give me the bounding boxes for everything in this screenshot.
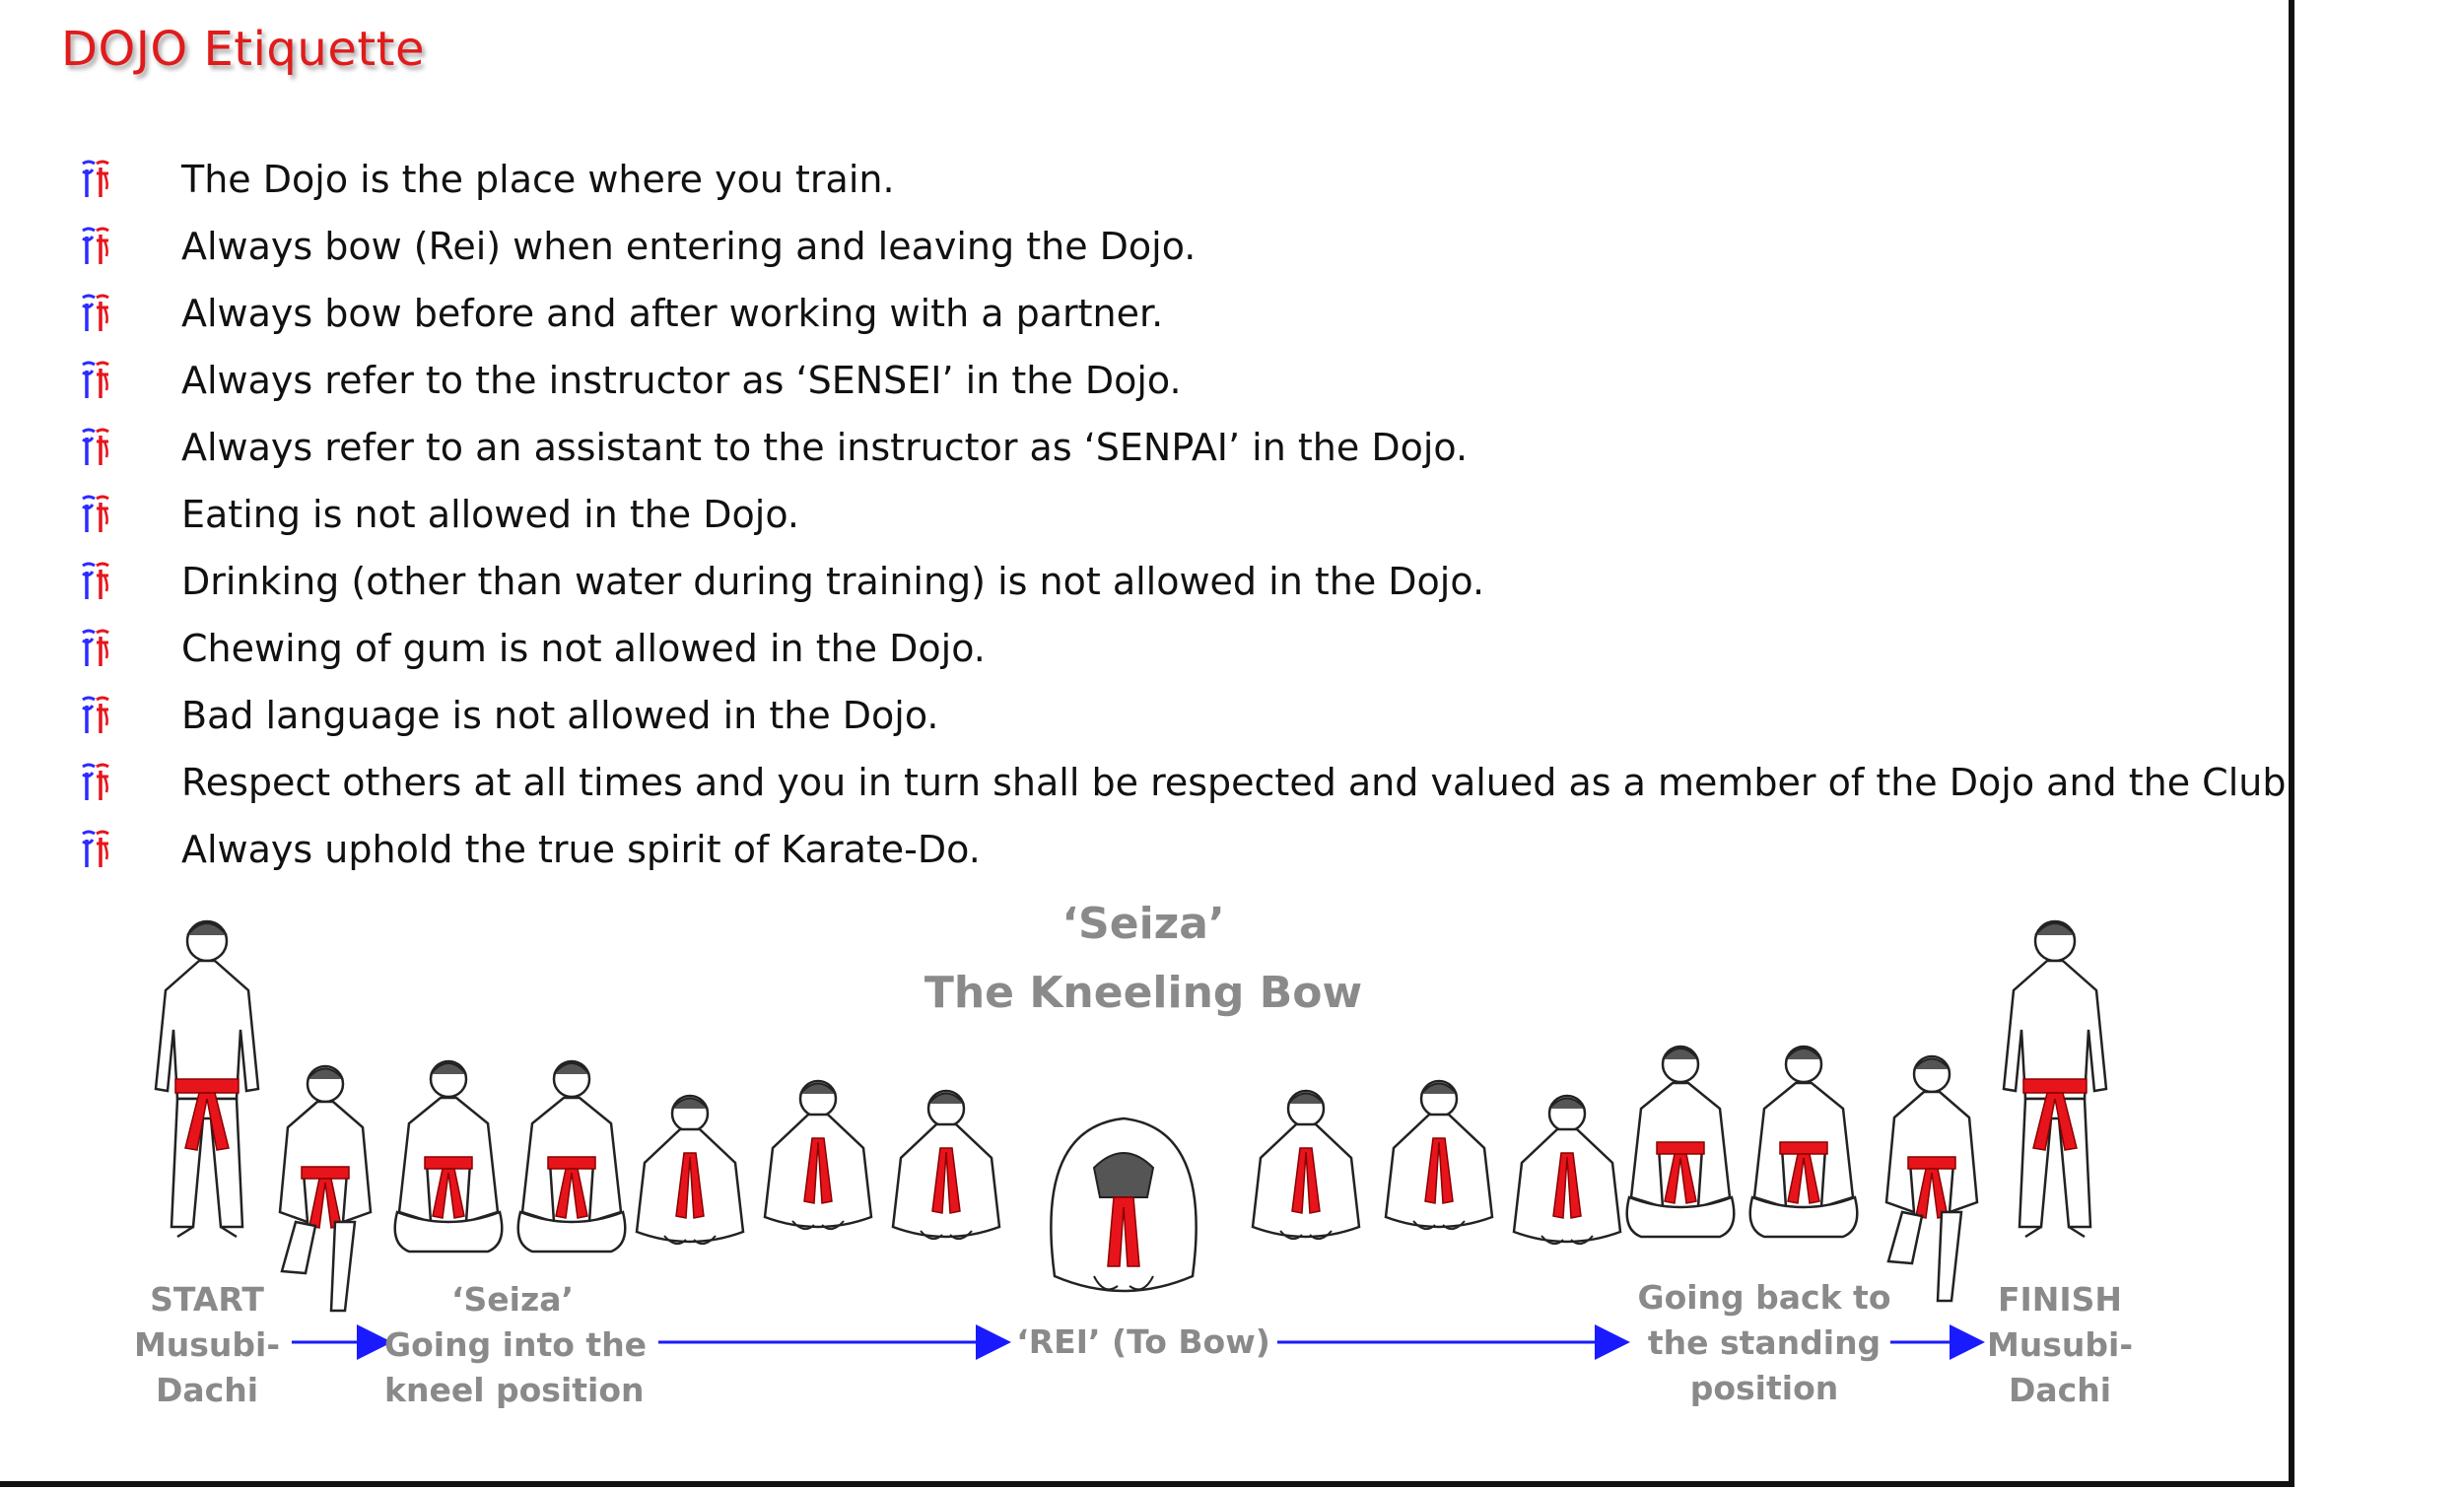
rule-text: Eating is not allowed in the Dojo. — [181, 493, 799, 536]
caption-going-back: Going back to the standing position — [1637, 1278, 1891, 1407]
figure-half-kneel — [280, 1066, 371, 1311]
figure-standing-finish — [2004, 921, 2106, 1237]
caption-finish: FINISH Musubi- Dachi — [1986, 1280, 2134, 1409]
figure-lean — [637, 1096, 743, 1244]
figure-lean — [893, 1091, 999, 1239]
rule-text: Respect others at all times and you in turn shall be respected and valued as a member of the Dojo and the Club. — [181, 761, 2298, 804]
figure-lean — [765, 1081, 871, 1229]
figure-lean — [1386, 1081, 1492, 1229]
caption-rei: ‘REI’ (To Bow) — [1016, 1322, 1270, 1361]
figure-kneel — [1750, 1047, 1858, 1237]
rule-text: The Dojo is the place where you train. — [181, 158, 895, 201]
caption-start: START Musubi- Dachi — [133, 1280, 281, 1409]
seiza-subheading: The Kneeling Bow — [924, 968, 1363, 1018]
caption-going-into-kneel: ‘Seiza’ Going into the kneel position — [384, 1280, 648, 1409]
figure-lean — [1514, 1096, 1620, 1244]
rule-text: Always uphold the true spirit of Karate-Do. — [181, 828, 981, 871]
rule-text: Always bow (Rei) when entering and leaving the Dojo. — [181, 225, 1197, 268]
seiza-heading: ‘Seiza’ — [1061, 899, 1225, 949]
figure-kneel — [1627, 1047, 1735, 1237]
figure-standing-start — [156, 921, 258, 1237]
figure-half-kneel — [1886, 1056, 1977, 1301]
figure-deep-bow — [1051, 1118, 1196, 1291]
rule-text: Chewing of gum is not allowed in the Dojo. — [181, 627, 986, 670]
rule-text: Always bow before and after working with a partner. — [181, 292, 1164, 335]
figure-kneel — [518, 1061, 626, 1252]
figure-lean — [1253, 1091, 1359, 1239]
figure-kneel — [395, 1061, 503, 1252]
page-title: DOJO Etiquette — [61, 22, 426, 77]
rule-text: Always refer to the instructor as ‘SENSEI’ in the Dojo. — [181, 359, 1182, 402]
rule-text: Drinking (other than water during training) is not allowed in the Dojo. — [181, 560, 1485, 603]
rule-text: Always refer to an assistant to the instructor as ‘SENPAI’ in the Dojo. — [181, 426, 1469, 469]
rule-text: Bad language is not allowed in the Dojo. — [181, 694, 939, 737]
